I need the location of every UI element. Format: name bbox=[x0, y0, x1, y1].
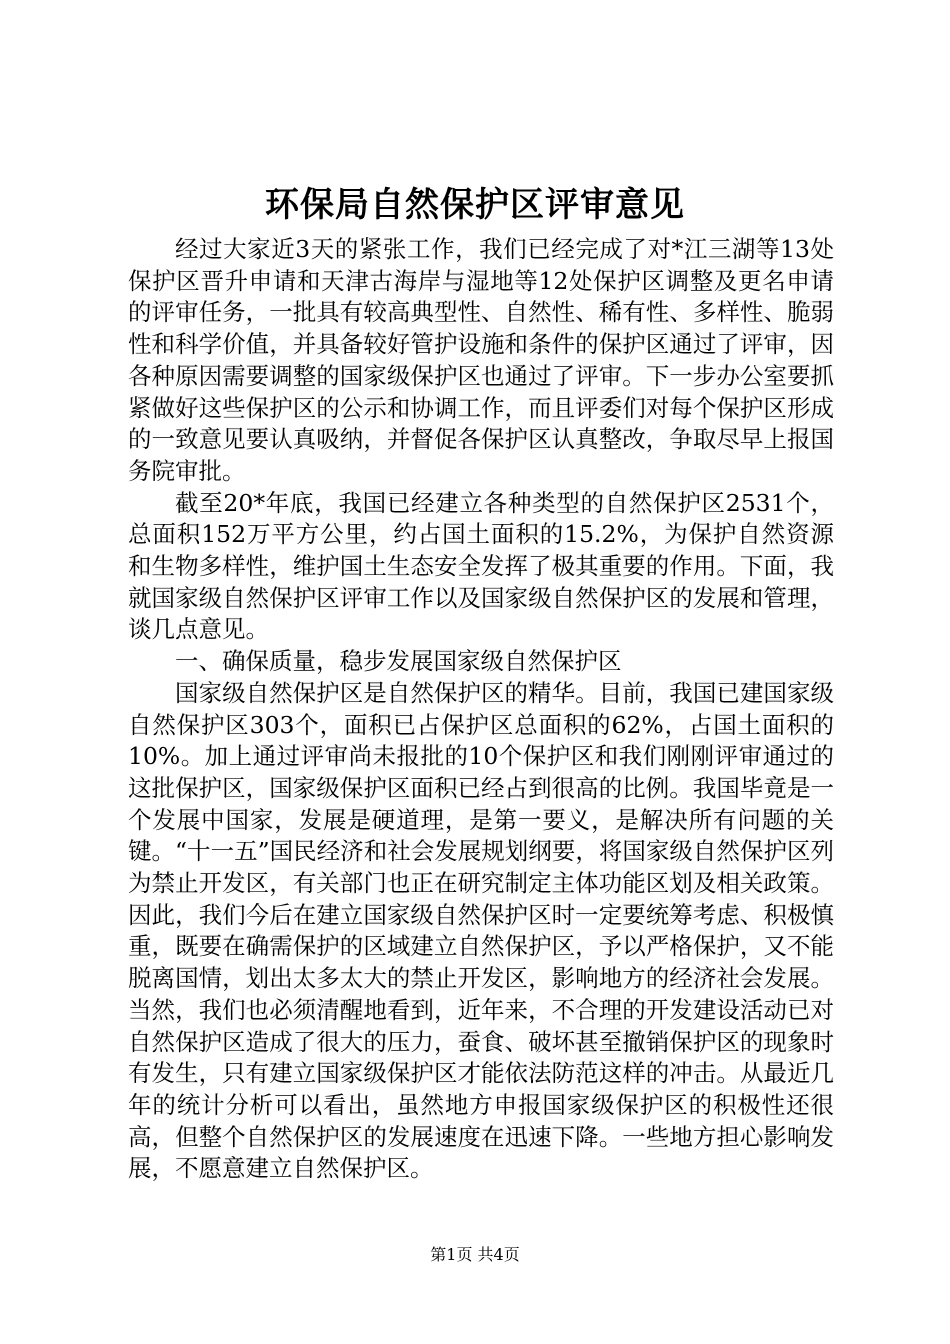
page-number-footer: 第1页 共4页 bbox=[430, 1245, 520, 1264]
section-heading-1: 一、确保质量，稳步发展国家级自然保护区 bbox=[175, 647, 622, 676]
document-title: 环保局自然保护区评审意见 bbox=[265, 185, 685, 225]
document-body bbox=[128, 234, 834, 1185]
paragraph-statistics: 截至20*年底，我国已经建立各种类型的自然保护区2531个，总面积152万平方公里，约占国土面积的15.2%，为保护自然资源和生物多样性，维护国土生态安全发挥了极其重要的作用。下面，我就国家级自然保护区评审工作以及国家级自然保护区的发展和管理，谈几点意见。 bbox=[128, 488, 834, 644]
paragraph-review-summary: 经过大家近3天的紧张工作，我们已经完成了对*江三湖等13处保护区晋升申请和天津古海岸与湿地等12处保护区调整及更名申请的评审任务，一批具有较高典型性、自然性、稀有性、多样性、脆弱性和科学价值，并具备较好管护设施和条件的保护区通过了评审，因各种原因需要调整的国家级保护区也通过了评审。下一步办公室要抓紧做好这些保护区的公示和协调工作，而且评委们对每个保护区形成的一致意见要认真吸纳，并督促各保护区认真整改，争取尽早上报国务院审批。 bbox=[128, 235, 834, 485]
paragraph-national-reserves: 国家级自然保护区是自然保护区的精华。目前，我国已建国家级自然保护区303个，面积已占保护区总面积的62%，占国土面积的10%。加上通过评审尚未报批的10个保护区和我们刚刚评审通过的这批保护区，国家级保护区面积已经占到很高的比例。我国毕竟是一个发展中国家，发展是硬道理，是第一要义，是解决所有问题的关键。“十一五”国民经济和社会发展规划纲要，将国家级自然保护区列为禁止开发区，有关部门也正在研究制定主体功能区划及相关政策。因此，我们今后在建立国家级自然保护区时一定要统筹考虑、积极慎重，既要在确需保护的区域建立自然保护区，予以严格保护，又不能脱离国情，划出太多太大的禁止开发区，影响地方的经济社会发展。当然，我们也必须清醒地看到，近年来，不合理的开发建设活动已对自然保护区造成了很大的压力，蚕食、破坏甚至撤销保护区的现象时有发生，只有建立国家级保护区才能依法防范这样的冲击。从最近几年的统计分析可以看出，虽然地方申报国家级保护区的积极性还很高，但整个自然保护区的发展速度在迅速下降。一些地方担心影响发展，不愿意建立自然保护区。 bbox=[128, 678, 834, 1183]
